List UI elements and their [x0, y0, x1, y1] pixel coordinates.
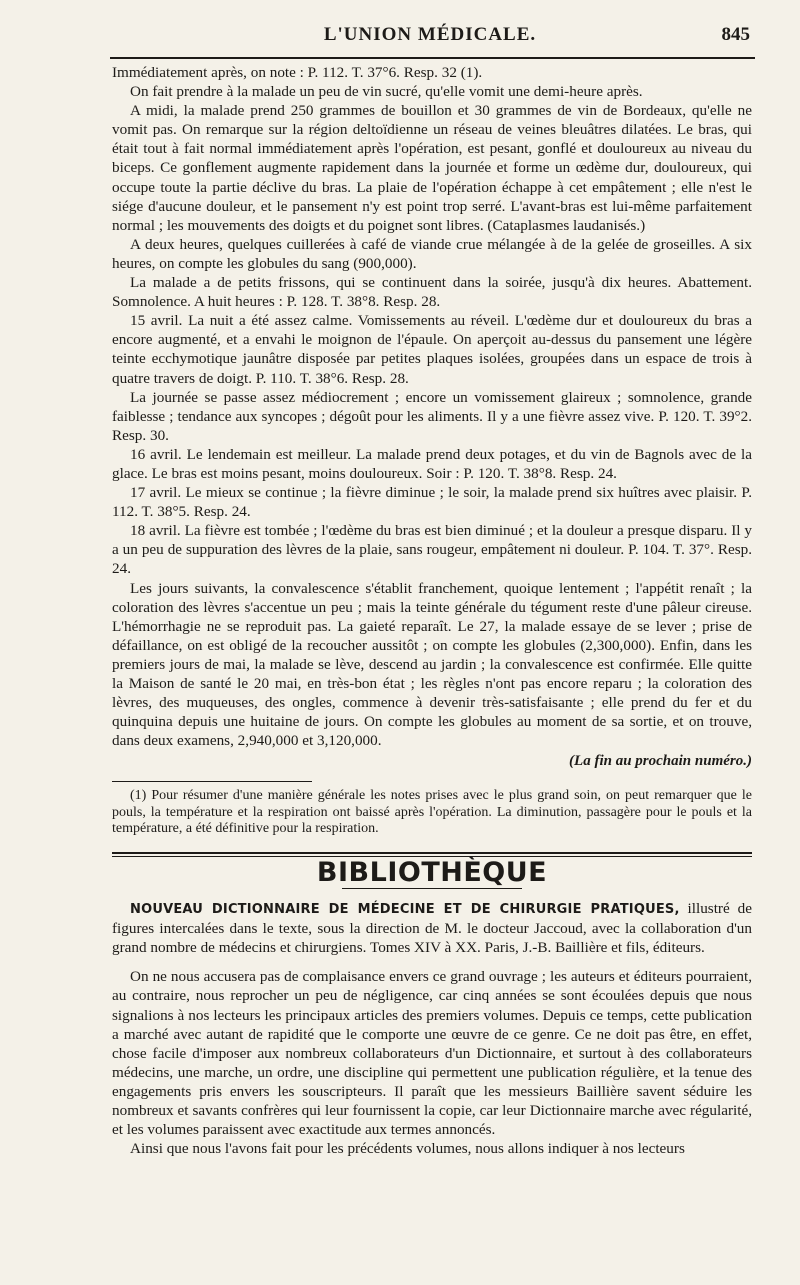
review-paragraph: Ainsi que nous l'avons fait pour les précédents volumes, nous allons indiquer à nos lecteurs — [130, 1140, 685, 1158]
review-text — [112, 967, 752, 1158]
header-rule — [110, 57, 755, 59]
footnote-rule — [112, 781, 312, 782]
spacer — [112, 957, 752, 967]
section-title: BIBLIOTHÈQUE — [316, 856, 548, 888]
section-title-rule — [342, 888, 522, 889]
paragraph: Immédiatement après, on note : P. 112. T. 37°6. Resp. 32 (1). — [112, 64, 483, 81]
continuation-note: (La fin au prochain numéro.) — [569, 753, 752, 770]
paragraph: A midi, la malade prend 250 grammes de bouillon et 30 grammes de vin de Bordeaux, qu'elle ne vomit pas. On remarque sur la région deltoïdienne un réseau de veines bleuâtres dilatées. Le bras, qui était tout à fait normal immédiatement après l'opération, est pesant, gonflé et douloureux au niveau du biceps. Ce gonflement augmente rapidement dans la journée et forme un œdème dur, douloureux, qui occupe toute la partie déclive du bras. La plaie de l'opération échappe à cet empâtement ; elle n'est le siége d'aucune douleur, et le pansement n'y est point trop serré. L'avant-bras est lui-même parfaitement normal ; les mouvements des doigts et du poignet sont libres. (Cataplasmes laudanisés.) — [112, 102, 752, 234]
paragraph: La malade a de petits frissons, qui se continuent dans la soirée, jusqu'à dix heures. Abattement. Somnolence. A huit heures : P. 128. T. 38°8. Resp. 28. — [112, 274, 752, 311]
article-body — [112, 63, 752, 1158]
paragraph: 15 avril. La nuit a été assez calme. Vomissements au réveil. L'œdème dur et douloureux du bras a encore augmenté, et a envahi le moignon de l'épaule. On aperçoit au-dessus du pansement une légère teinte ecchymotique jaunâtre disposée par petites plaques isolées, groupées dans un espace de trois à quatre travers de doigt. P. 110. T. 38°6. Resp. 28. — [112, 312, 752, 387]
paragraph: 16 avril. Le lendemain est meilleur. La malade prend deux potages, et du vin de Bagnols avec de la glace. Le bras est moins pesant, moins douloureux. Soir : P. 120. T. 38°8. Resp. 24. — [112, 445, 752, 482]
paragraph: Les jours suivants, la convalescence s'établit franchement, quoique lentement ; l'appétit renaît ; la coloration des lèvres s'accentue un peu ; mais la teinte générale du tégument reste d'une pâleur cireuse. L'hémorrhagie ne se reproduit pas. La gaieté reparaît. Le 27, la malade essaye de se lever ; prise de défaillance, on est obligé de la recoucher aussitôt ; on compte les globules (2,300,000). Enfin, dans les premiers jours de mai, la malade se lève, descend au jardin ; la convalescence est confirmée. Elle quitte la Maison de santé le 20 mai, en très-bon état ; les règles n'ont pas encore reparu ; la coloration des lèvres, des muqueuses, des ongles, commence à devenir très-satisfaisante ; elle prend du fer et du quinquina depuis une huitaine de jours. On compte les globules au moment de sa sortie, et on trouve, dans deux examens, 2,940,000 et 3,120,000. — [112, 579, 752, 750]
paragraph: 18 avril. La fièvre est tombée ; l'œdème du bras est bien diminué ; et la douleur a presque disparu. Il y a un peu de suppuration des lèvres de la plaie, sans rougeur, empâtement ni douleur. P. 104. T. 37°. Resp. 24. — [112, 522, 752, 578]
paragraph: On fait prendre à la malade un peu de vin sucré, qu'elle vomit une demi-heure après. — [130, 83, 643, 101]
page-header — [110, 18, 750, 54]
footnote: (1) Pour résumer d'une manière générale les notes prises avec le plus grand soin, on peut remarquer que le pouls, la température et la respiration ont baissé après l'opération. La diminution, passagère pour le pouls et la température, a été définitive pour la respiration. — [112, 788, 752, 837]
book-title: NOUVEAU DICTIONNAIRE DE MÉDECINE ET DE CHIRURGIE PRATIQUES, — [130, 902, 680, 918]
journal-title: L'UNION MÉDICALE. — [323, 24, 537, 45]
page-number: 845 — [721, 24, 750, 45]
book-entry — [112, 899, 752, 957]
book-description: illustré de figures intercalées dans le texte, sous la direction de M. le docteur Jaccoud, avec la collaboration d'un grand nombre de médecins et chirurgiens. Tomes XIV à XX. Paris, J.-B. Baillière et fils, éditeurs. — [112, 900, 752, 957]
paragraph: A deux heures, quelques cuillerées à café de viande crue mélangée à de la gelée de groseilles. A six heures, on compte les globules du sang (900,000). — [112, 235, 752, 272]
paragraph: 17 avril. Le mieux se continue ; la fièvre diminue ; le soir, la malade prend six huîtres avec plaisir. P. 112. T. 38°5. Resp. 24. — [112, 484, 752, 521]
review-paragraph: On ne nous accusera pas de complaisance envers ce grand ouvrage ; les auteurs et éditeurs pourraient, au contraire, nous reprocher un peu de négligence, car cinq années se sont écoulées depuis que nous signalions à nos lecteurs les principaux articles des premiers volumes. Depuis ce temps, cette publication a marché avec autant de rapidité que le comporte une œuvre de ce genre. Ce ne doit pas être, en effet, chose facile d'imposer aux nombreux collaborateurs d'un Dictionnaire, et surtout à des collaborateurs médecins, une marche, un ordre, une discipline qui permettent une publication régulière, et la tenue des engagements pris envers les souscripteurs. Il paraît que les messieurs Baillière savent séduire les nombreux et savants confrères qui leur fournissent la copie, car leur Dictionnaire marche avec régularité, et les volumes paraissent avec exactitude aux termes annoncés. — [112, 968, 752, 1139]
paragraph: La journée se passe assez médiocrement ; encore un vomissement glaireux ; somnolence, grande faiblesse ; tendance aux syncopes ; dégoût pour les aliments. Il y a une fièvre assez vive. P. 120. T. 39°2. Resp. 30. — [112, 388, 752, 444]
